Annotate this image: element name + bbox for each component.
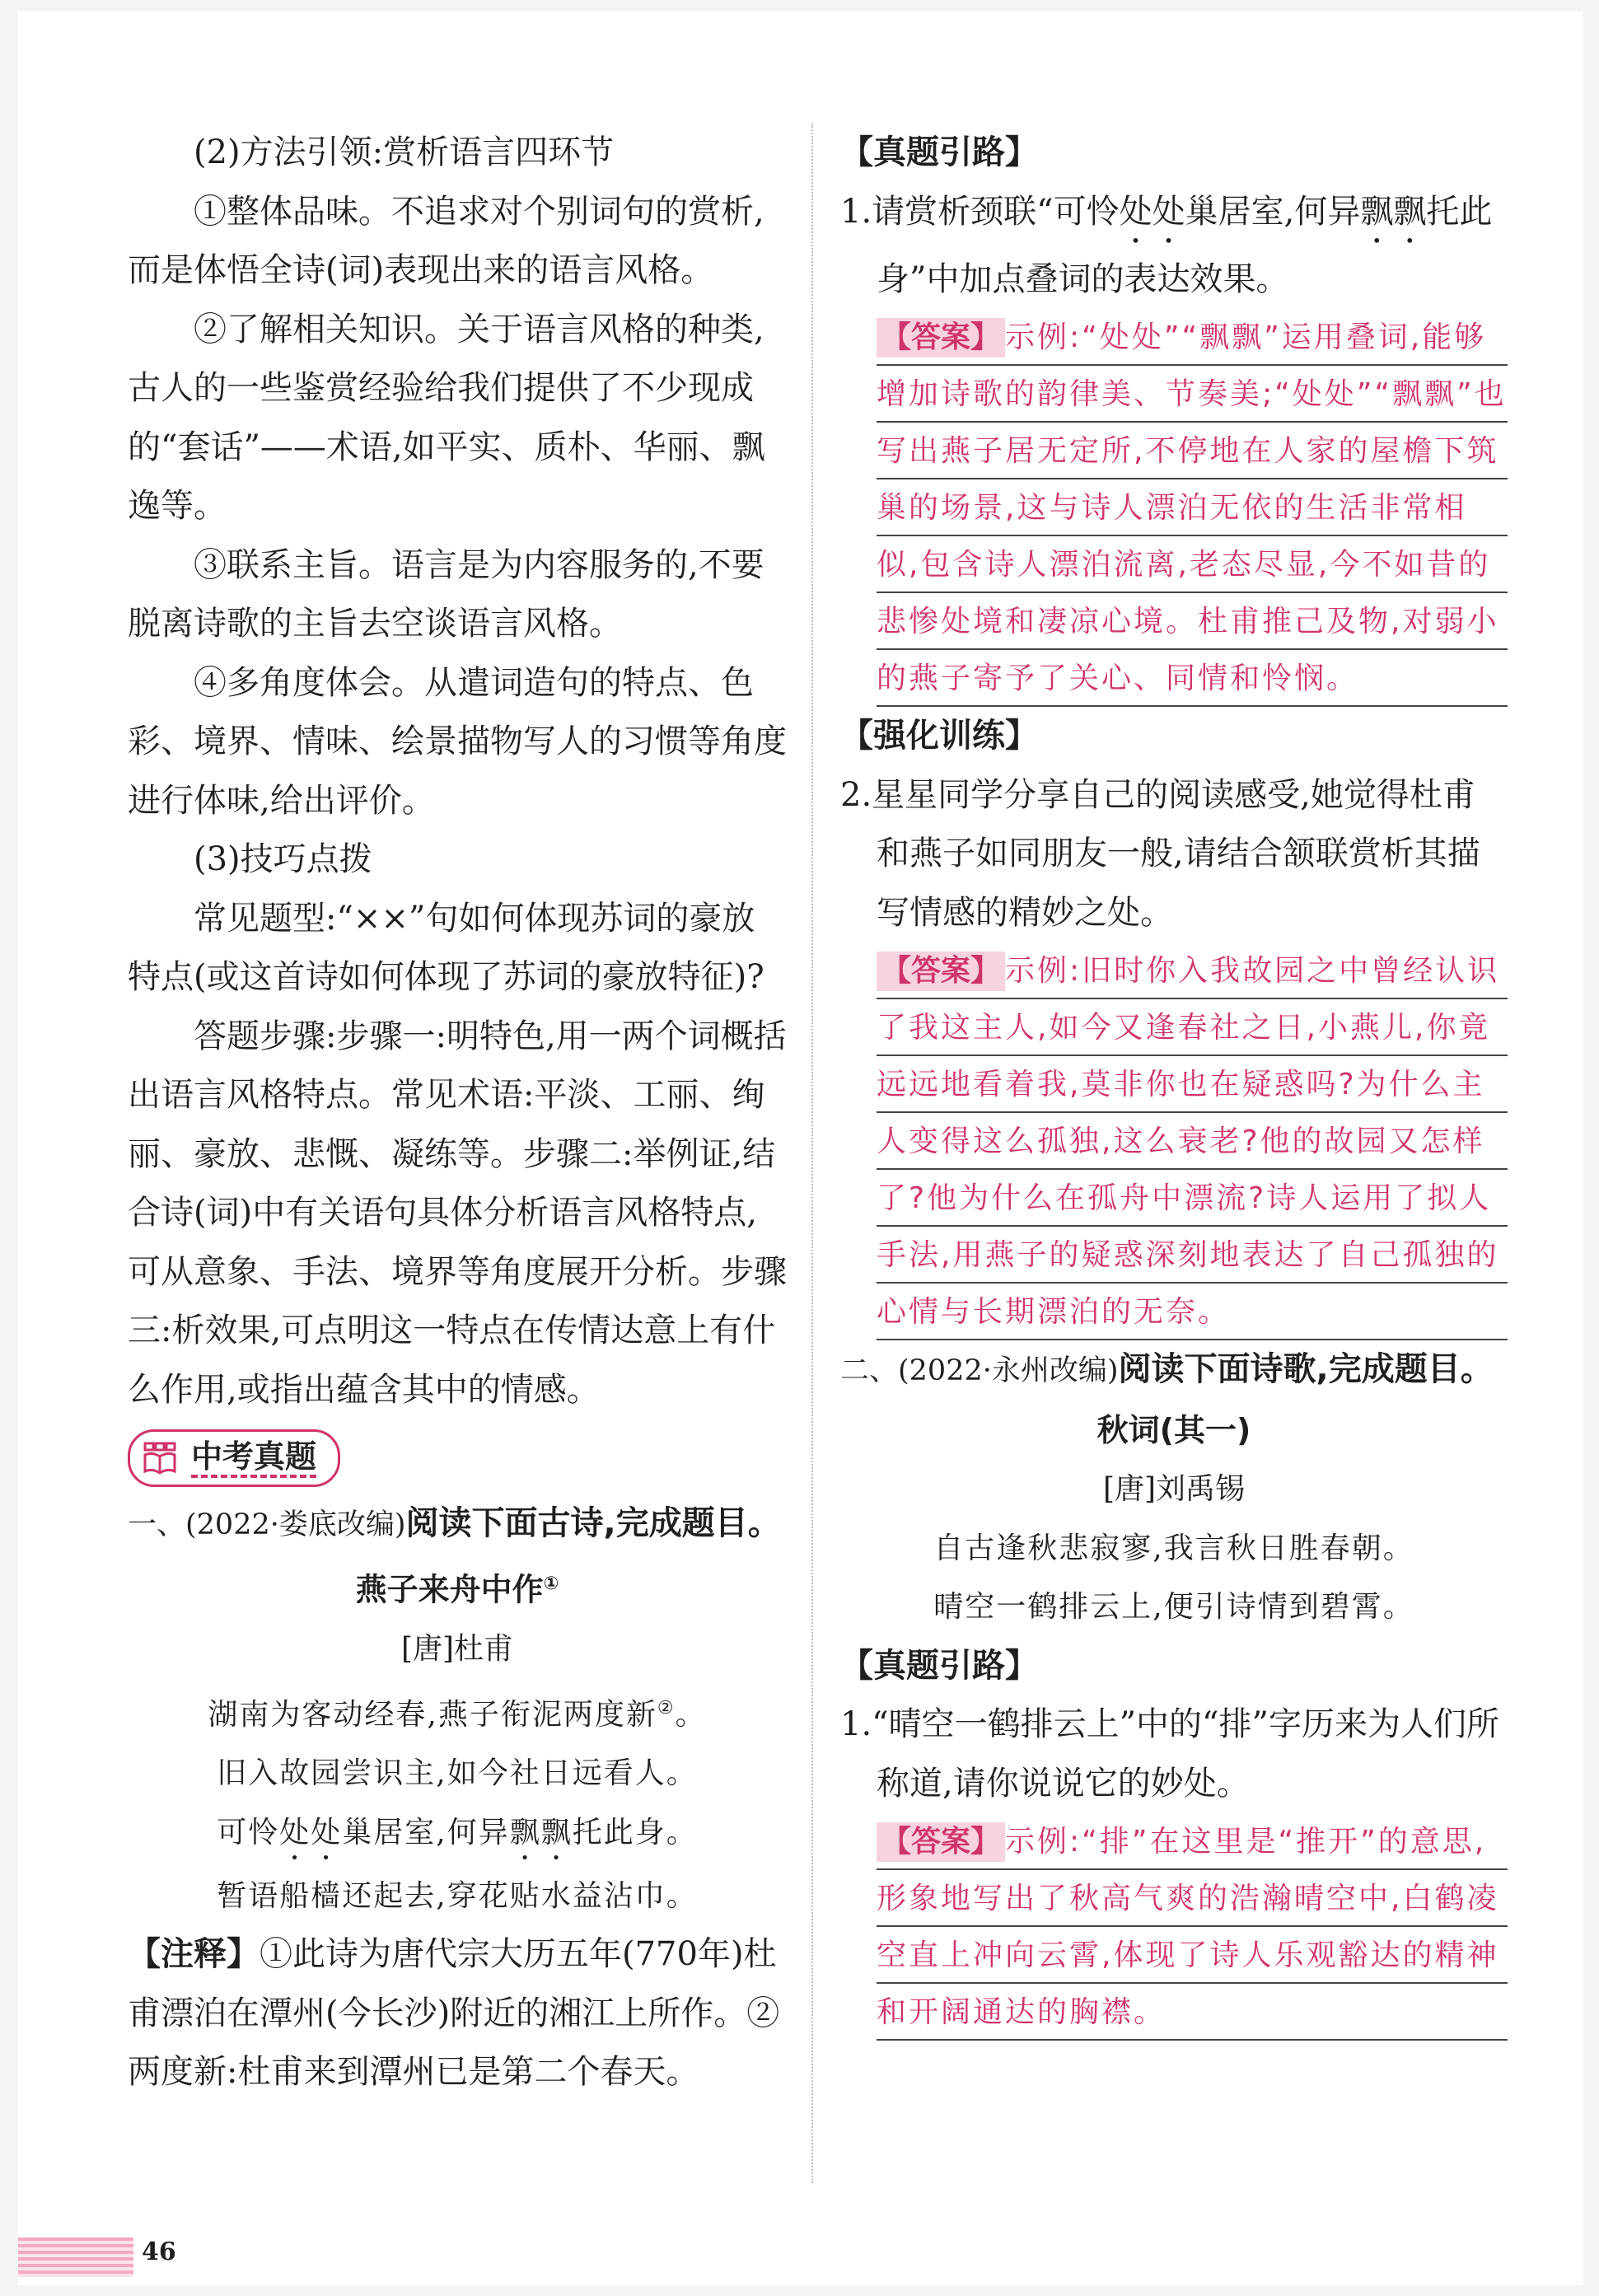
footnote-marker: ① [543,1574,559,1594]
emphasized-word: 处处 [1119,192,1185,231]
answer-1 [877,309,1508,707]
poem-line-2: 晴空一鹤排云上,便引诗情到碧霄。 [933,1590,1414,1624]
emphasized-word: 飘飘 [509,1815,573,1849]
tips-heading: (3)技巧点拨 [194,840,372,878]
poem-line-1 [128,1679,787,1745]
poem-title [128,1555,787,1620]
method-step-4: ④多角度体会。从遣词造句的特点、色彩、境界、情味、绘景描物写人的习惯等角度进行体味,给出评价。 [128,663,787,820]
poem-author: [唐]杜甫 [400,1632,514,1667]
poem-line-1-end: 。 [675,1697,707,1732]
section-heading-practice: 【强化训练】 [840,717,1038,755]
answer-label: 【 答案 】 [877,1822,1005,1862]
poem-line-3-part: 巢居室,何异 [342,1815,510,1849]
page-number: 46 [142,2238,176,2266]
right-column [840,124,1508,2041]
question-1-part: 1.请赏析颈联“可怜 [840,192,1120,231]
column-divider [811,124,813,2183]
notes-label: 【注释】 [128,1935,259,1974]
method-step-3: ③联系主旨。语言是为内容服务的,不要脱离诗歌的主旨去空谈语言风格。 [128,545,764,643]
poem-line-3 [128,1803,787,1867]
answer-1-text: 示例:“处处”“飘飘”运用叠词,能够增加诗歌的韵律美、节奏美;“处处”“飘飘”也写出燕子居无定所,不停地在人家的屋檐下筑巢的场景,这与诗人漂泊无依的生活非常相似,包含诗人漂泊流离,老态尽显,今不如昔的悲惨处境和凄凉心境。杜甫推己及物,对弱小的燕子寄予了关心、同情和怜悯。 [877,320,1507,695]
exam-section-badge [128,1429,340,1487]
left-column [128,124,787,2102]
question-type: 常见题型:“××”句如何体现苏词的豪放特点(或这首诗如何体现了苏词的豪放特征)? [128,899,764,996]
reading-question-1 [128,1494,787,1555]
poem-line-1-text: 湖南为客动经春,燕子衔泥两度新 [208,1697,657,1732]
answer-2-text: 示例:旧时你入我故园之中曾经认识了我这主人,如今又逢春社之日,小燕儿,你竟远远地看着我,莫非你也在疑惑吗?为什么主人变得这么孤独,这么衰老?他的故园又怎样了?他为什么在孤舟中漂流?诗人运用了拟人手法,用燕子的疑惑深刻地表达了自己孤独的心情与长期漂泊的无奈。 [877,954,1500,1329]
poem-title-text: 燕子来舟中作 [355,1571,544,1608]
poem-line-4: 暂语船樯还起去,穿花贴水益沾巾。 [217,1878,698,1913]
page-number-stripe [18,2238,133,2277]
notes-text: ①此诗为唐代宗大历五年(770年)杜甫漂泊在潭州(今长沙)附近的湘江上所作。②两度新:杜甫来到潭州已是第二个春天。 [128,1935,780,2092]
question-2: 2.星星同学分享自己的阅读感受,她觉得杜甫和燕子如同朋友一般,请结合颔联赏析其描写情感的精妙之处。 [840,775,1480,932]
section-heading-guide: 【真题引路】 [840,1646,1038,1685]
emphasized-word: 飘飘 [1360,192,1427,231]
poem-line-2: 旧入故园尝识主,如今社日远看人。 [217,1756,698,1791]
question-3: 1.“晴空一鹤排云上”中的“排”字历来为人们所称道,请你说说它的妙处。 [840,1705,1499,1803]
question-source: 二、(2022·永州改编) [840,1354,1119,1387]
reading-question-2 [840,1340,1508,1401]
poem-notes [128,1925,787,2102]
footnote-marker: ② [657,1697,676,1718]
emphasized-word: 处处 [279,1815,343,1849]
method-step-2: ②了解相关知识。关于语言风格的种类,古人的一些鉴赏经验给我们提供了不少现成的“套话”——术语,如平实、质朴、华丽、飘逸等。 [128,310,765,525]
poem-line-3-part: 托此身。 [572,1815,698,1849]
question-1-part: 托此身”中加点叠词的表达效果。 [877,192,1493,298]
question-instruction: 阅读下面诗歌,完成题目。 [1118,1350,1494,1388]
method-heading: (2)方法引领:赏析语言四环节 [194,133,615,171]
answer-2 [877,942,1508,1340]
poem-line-3-part: 可怜 [217,1815,280,1849]
poem-line-1: 自古逢秋悲寂寥,我言秋日胜春朝。 [933,1531,1414,1565]
answer-label: 【 答案 】 [877,952,1005,991]
method-step-1: ①整体品味。不追求对个别词句的赏析,而是体悟全诗(词)表现出来的语言风格。 [128,192,764,289]
answer-3 [877,1813,1508,2041]
section-heading-guide: 【真题引路】 [840,133,1038,171]
poem-author: [唐]刘禹锡 [1102,1472,1246,1506]
answer-label: 【 答案 】 [877,318,1005,358]
question-source: 一、(2022·娄底改编) [128,1508,406,1541]
question-instruction: 阅读下面古诗,完成题目。 [405,1503,781,1542]
question-1 [840,183,1508,310]
poem-title: 秋词(其一) [1096,1411,1251,1448]
question-1-part: 巢居室,何异 [1185,192,1361,231]
answer-3-text: 示例:“排”在这里是“推开”的意思,形象地写出了秋高气爽的浩瀚晴空中,白鹤凌空直上冲向云霄,体现了诗人乐观豁达的精神和开阔通达的胸襟。 [877,1825,1499,2029]
badge-label: 中考真题 [191,1438,316,1478]
answer-steps: 答题步骤:步骤一:明特色,用一两个词概括出语言风格特点。常见术语:平淡、工丽、绚丽、豪放、悲慨、凝练等。步骤二:举例证,结合诗(词)中有关语句具体分析语言风格特点,可从意象、手法、境界等角度展开分析。步骤三:析效果,可点明这一特点在传情达意上有什么作用,或指出蕴含其中的情感。 [128,1017,787,1409]
open-book-icon [142,1442,178,1475]
